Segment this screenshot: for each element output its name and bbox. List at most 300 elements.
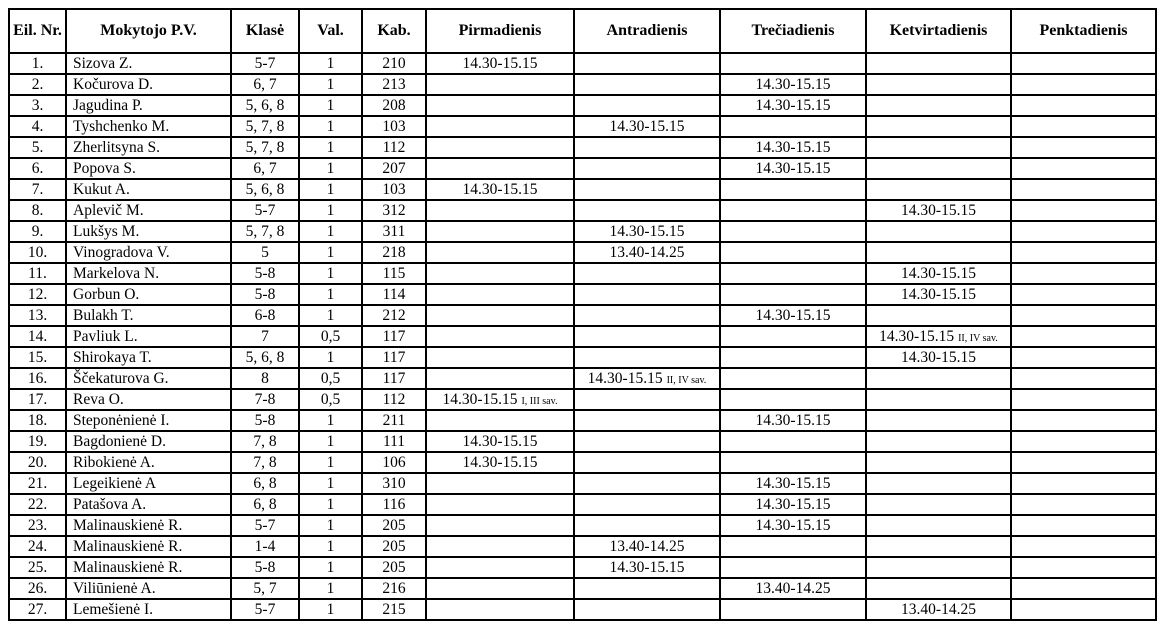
- row-number-cell: 20.: [9, 452, 66, 473]
- schedule-cell-pirmadienis: [426, 494, 574, 515]
- class-cell: 7: [231, 326, 299, 347]
- class-cell: 5-8: [231, 557, 299, 578]
- hours-cell: 1: [299, 557, 362, 578]
- column-header-antradienis: Antradienis: [574, 9, 720, 53]
- teacher-name-cell: Bagdonienė D.: [66, 431, 231, 452]
- schedule-cell-ketvirtadienis: [866, 179, 1011, 200]
- hours-cell: 0,5: [299, 389, 362, 410]
- hours-cell: 1: [299, 95, 362, 116]
- schedule-cell-antradienis: [574, 452, 720, 473]
- room-cell: 216: [362, 578, 426, 599]
- schedule-cell-ketvirtadienis: [866, 431, 1011, 452]
- row-number-cell: 21.: [9, 473, 66, 494]
- table-body: [9, 53, 1156, 620]
- schedule-cell-treciadienis: [720, 557, 866, 578]
- room-cell: 207: [362, 158, 426, 179]
- schedule-cell-ketvirtadienis: [866, 368, 1011, 389]
- schedule-cell-treciadienis: [720, 242, 866, 263]
- schedule-cell-penktadienis: [1011, 557, 1156, 578]
- schedule-cell-treciadienis: [720, 221, 866, 242]
- schedule-cell-penktadienis: [1011, 242, 1156, 263]
- hours-cell: 1: [299, 599, 362, 620]
- schedule-cell-antradienis: [574, 74, 720, 95]
- hours-cell: 1: [299, 158, 362, 179]
- schedule-cell-ketvirtadienis: [866, 137, 1011, 158]
- table-row: [9, 326, 1156, 347]
- schedule-cell-antradienis: [574, 158, 720, 179]
- row-number-cell: 1.: [9, 53, 66, 74]
- class-cell: 5, 7, 8: [231, 137, 299, 158]
- class-cell: 5, 7, 8: [231, 116, 299, 137]
- schedule-cell-ketvirtadienis: [866, 536, 1011, 557]
- schedule-cell-antradienis: [574, 431, 720, 452]
- teacher-name-cell: Kukut A.: [66, 179, 231, 200]
- table-row: [9, 536, 1156, 557]
- schedule-cell-pirmadienis: [426, 221, 574, 242]
- table-row: [9, 116, 1156, 137]
- hours-cell: 0,5: [299, 368, 362, 389]
- class-cell: 5, 7: [231, 578, 299, 599]
- teacher-name-cell: Patašova A.: [66, 494, 231, 515]
- class-cell: 6, 8: [231, 473, 299, 494]
- table-row: [9, 347, 1156, 368]
- schedule-cell-pirmadienis: 14.30-15.15: [426, 452, 574, 473]
- schedule-cell-antradienis: 13.40-14.25: [574, 536, 720, 557]
- table-row: [9, 53, 1156, 74]
- schedule-cell-treciadienis: [720, 263, 866, 284]
- schedule-cell-ketvirtadienis: [866, 494, 1011, 515]
- schedule-cell-treciadienis: [720, 452, 866, 473]
- schedule-cell-treciadienis: 14.30-15.15: [720, 137, 866, 158]
- teacher-name-cell: Ribokienė A.: [66, 452, 231, 473]
- class-cell: 5-8: [231, 410, 299, 431]
- class-cell: 5-7: [231, 53, 299, 74]
- column-header-kab: Kab.: [362, 9, 426, 53]
- schedule-cell-penktadienis: [1011, 221, 1156, 242]
- room-cell: 205: [362, 515, 426, 536]
- schedule-cell-treciadienis: [720, 200, 866, 221]
- table-row: [9, 515, 1156, 536]
- schedule-cell-penktadienis: [1011, 326, 1156, 347]
- room-cell: 208: [362, 95, 426, 116]
- schedule-cell-pirmadienis: [426, 347, 574, 368]
- teacher-name-cell: Lukšys M.: [66, 221, 231, 242]
- schedule-cell-treciadienis: 14.30-15.15: [720, 473, 866, 494]
- schedule-cell-penktadienis: [1011, 410, 1156, 431]
- schedule-cell-treciadienis: 14.30-15.15: [720, 74, 866, 95]
- room-cell: 103: [362, 179, 426, 200]
- schedule-cell-treciadienis: [720, 389, 866, 410]
- schedule-cell-antradienis: [574, 410, 720, 431]
- room-cell: 117: [362, 368, 426, 389]
- schedule-cell-ketvirtadienis: [866, 452, 1011, 473]
- room-cell: 311: [362, 221, 426, 242]
- class-cell: 7, 8: [231, 452, 299, 473]
- schedule-cell-antradienis: [574, 305, 720, 326]
- row-number-cell: 11.: [9, 263, 66, 284]
- schedule-cell-treciadienis: [720, 368, 866, 389]
- teacher-name-cell: Zherlitsyna S.: [66, 137, 231, 158]
- room-cell: 212: [362, 305, 426, 326]
- schedule-cell-pirmadienis: [426, 410, 574, 431]
- schedule-cell-treciadienis: [720, 431, 866, 452]
- schedule-cell-antradienis: 14.30-15.15: [574, 557, 720, 578]
- schedule-cell-pirmadienis: [426, 515, 574, 536]
- row-number-cell: 25.: [9, 557, 66, 578]
- row-number-cell: 6.: [9, 158, 66, 179]
- row-number-cell: 26.: [9, 578, 66, 599]
- table-row: [9, 557, 1156, 578]
- schedule-cell-penktadienis: [1011, 536, 1156, 557]
- row-number-cell: 5.: [9, 137, 66, 158]
- table-row: [9, 221, 1156, 242]
- table-row: [9, 389, 1156, 410]
- hours-cell: 0,5: [299, 326, 362, 347]
- hours-cell: 1: [299, 179, 362, 200]
- schedule-cell-treciadienis: 14.30-15.15: [720, 158, 866, 179]
- class-cell: 6, 7: [231, 74, 299, 95]
- hours-cell: 1: [299, 242, 362, 263]
- schedule-cell-ketvirtadienis: [866, 410, 1011, 431]
- header-row: [9, 9, 1156, 53]
- schedule-cell-pirmadienis: [426, 389, 574, 410]
- row-number-cell: 17.: [9, 389, 66, 410]
- schedule-time: 14.30-15.15: [442, 390, 518, 408]
- hours-cell: 1: [299, 410, 362, 431]
- schedule-cell-pirmadienis: 14.30-15.15: [426, 179, 574, 200]
- schedule-cell-antradienis: [574, 515, 720, 536]
- row-number-cell: 4.: [9, 116, 66, 137]
- schedule-cell-treciadienis: 14.30-15.15: [720, 515, 866, 536]
- row-number-cell: 7.: [9, 179, 66, 200]
- schedule-cell-ketvirtadienis: [866, 515, 1011, 536]
- schedule-cell-antradienis: [574, 95, 720, 116]
- hours-cell: 1: [299, 536, 362, 557]
- schedule-cell-penktadienis: [1011, 431, 1156, 452]
- schedule-cell-pirmadienis: [426, 137, 574, 158]
- column-header-val: Val.: [299, 9, 362, 53]
- schedule-cell-antradienis: [574, 53, 720, 74]
- table-row: [9, 263, 1156, 284]
- schedule-cell-antradienis: 13.40-14.25: [574, 242, 720, 263]
- teacher-name-cell: Pavliuk L.: [66, 326, 231, 347]
- row-number-cell: 18.: [9, 410, 66, 431]
- schedule-cell-treciadienis: [720, 116, 866, 137]
- hours-cell: 1: [299, 473, 362, 494]
- schedule-cell-ketvirtadienis: 14.30-15.15: [866, 347, 1011, 368]
- table-row: [9, 200, 1156, 221]
- row-number-cell: 12.: [9, 284, 66, 305]
- room-cell: 117: [362, 347, 426, 368]
- room-cell: 115: [362, 263, 426, 284]
- row-number-cell: 22.: [9, 494, 66, 515]
- teacher-name-cell: Vinogradova V.: [66, 242, 231, 263]
- room-cell: 112: [362, 389, 426, 410]
- schedule-cell-pirmadienis: [426, 158, 574, 179]
- row-number-cell: 10.: [9, 242, 66, 263]
- table-row: [9, 431, 1156, 452]
- class-cell: 7-8: [231, 389, 299, 410]
- row-number-cell: 8.: [9, 200, 66, 221]
- room-cell: 114: [362, 284, 426, 305]
- row-number-cell: 19.: [9, 431, 66, 452]
- room-cell: 210: [362, 53, 426, 74]
- column-header-klase: Klasė: [231, 9, 299, 53]
- teacher-name-cell: Jagudina P.: [66, 95, 231, 116]
- schedule-cell-pirmadienis: [426, 200, 574, 221]
- schedule-cell-ketvirtadienis: 14.30-15.15: [866, 284, 1011, 305]
- row-number-cell: 15.: [9, 347, 66, 368]
- schedule-cell-penktadienis: [1011, 116, 1156, 137]
- teacher-name-cell: Lemešienė I.: [66, 599, 231, 620]
- teacher-name-cell: Tyshchenko M.: [66, 116, 231, 137]
- teacher-name-cell: Legeikienė A: [66, 473, 231, 494]
- table-row: [9, 578, 1156, 599]
- schedule-cell-pirmadienis: [426, 284, 574, 305]
- schedule-cell-antradienis: [574, 200, 720, 221]
- teacher-name-cell: Bulakh T.: [66, 305, 231, 326]
- schedule-cell-penktadienis: [1011, 305, 1156, 326]
- teacher-name-cell: Viliūnienė A.: [66, 578, 231, 599]
- hours-cell: 1: [299, 74, 362, 95]
- hours-cell: 1: [299, 494, 362, 515]
- hours-cell: 1: [299, 137, 362, 158]
- column-header-penktadienis: Penktadienis: [1011, 9, 1156, 53]
- table-row: [9, 158, 1156, 179]
- class-cell: 5, 6, 8: [231, 95, 299, 116]
- class-cell: 5: [231, 242, 299, 263]
- hours-cell: 1: [299, 347, 362, 368]
- schedule-cell-pirmadienis: [426, 326, 574, 347]
- schedule-cell-ketvirtadienis: [866, 221, 1011, 242]
- schedule-cell-treciadienis: [720, 347, 866, 368]
- teacher-name-cell: Aplevič M.: [66, 200, 231, 221]
- schedule-cell-antradienis: [574, 179, 720, 200]
- table-row: [9, 179, 1156, 200]
- class-cell: 8: [231, 368, 299, 389]
- schedule-cell-antradienis: [574, 389, 720, 410]
- table-row: [9, 368, 1156, 389]
- schedule-cell-penktadienis: [1011, 53, 1156, 74]
- column-header-treciadienis: Trečiadienis: [720, 9, 866, 53]
- row-number-cell: 23.: [9, 515, 66, 536]
- schedule-cell-pirmadienis: [426, 95, 574, 116]
- class-cell: 6, 8: [231, 494, 299, 515]
- room-cell: 218: [362, 242, 426, 263]
- teacher-name-cell: Gorbun O.: [66, 284, 231, 305]
- row-number-cell: 14.: [9, 326, 66, 347]
- hours-cell: 1: [299, 431, 362, 452]
- schedule-cell-penktadienis: [1011, 389, 1156, 410]
- row-number-cell: 9.: [9, 221, 66, 242]
- table-row: [9, 473, 1156, 494]
- row-number-cell: 2.: [9, 74, 66, 95]
- schedule-cell-treciadienis: 14.30-15.15: [720, 494, 866, 515]
- schedule-cell-pirmadienis: 14.30-15.15: [426, 431, 574, 452]
- schedule-cell-ketvirtadienis: [866, 53, 1011, 74]
- schedule-cell-antradienis: [574, 326, 720, 347]
- schedule-cell-pirmadienis: [426, 473, 574, 494]
- class-cell: 5, 7, 8: [231, 221, 299, 242]
- column-header-pirmadienis: Pirmadienis: [426, 9, 574, 53]
- schedule-cell-ketvirtadienis: [866, 74, 1011, 95]
- room-cell: 312: [362, 200, 426, 221]
- schedule-cell-pirmadienis: [426, 116, 574, 137]
- teacher-name-cell: Malinauskienė R.: [66, 536, 231, 557]
- room-cell: 205: [362, 536, 426, 557]
- schedule-cell-penktadienis: [1011, 284, 1156, 305]
- column-header-eil-nr: Eil. Nr.: [9, 9, 66, 53]
- schedule-cell-penktadienis: [1011, 599, 1156, 620]
- schedule-cell-pirmadienis: [426, 578, 574, 599]
- schedule-cell-penktadienis: [1011, 158, 1156, 179]
- schedule-cell-ketvirtadienis: [866, 305, 1011, 326]
- class-cell: 5-7: [231, 200, 299, 221]
- schedule-cell-pirmadienis: 14.30-15.15: [426, 53, 574, 74]
- schedule-cell-pirmadienis: [426, 263, 574, 284]
- teacher-name-cell: Malinauskienė R.: [66, 557, 231, 578]
- room-cell: 213: [362, 74, 426, 95]
- row-number-cell: 24.: [9, 536, 66, 557]
- schedule-cell-ketvirtadienis: [866, 557, 1011, 578]
- hours-cell: 1: [299, 53, 362, 74]
- room-cell: 106: [362, 452, 426, 473]
- teacher-name-cell: Steponėnienė I.: [66, 410, 231, 431]
- room-cell: 116: [362, 494, 426, 515]
- row-number-cell: 16.: [9, 368, 66, 389]
- room-cell: 112: [362, 137, 426, 158]
- schedule-cell-ketvirtadienis: 14.30-15.15: [866, 200, 1011, 221]
- schedule-cell-antradienis: [574, 263, 720, 284]
- column-header-ketvirtadienis: Ketvirtadienis: [866, 9, 1011, 53]
- teacher-name-cell: Markelova N.: [66, 263, 231, 284]
- room-cell: 117: [362, 326, 426, 347]
- class-cell: 6-8: [231, 305, 299, 326]
- schedule-cell-antradienis: [574, 284, 720, 305]
- room-cell: 205: [362, 557, 426, 578]
- schedule-cell-antradienis: [574, 473, 720, 494]
- table-row: [9, 305, 1156, 326]
- hours-cell: 1: [299, 263, 362, 284]
- row-number-cell: 3.: [9, 95, 66, 116]
- schedule-cell-antradienis: [574, 347, 720, 368]
- teacher-name-cell: Ščekaturova G.: [66, 368, 231, 389]
- schedule-time: 14.30-15.15: [879, 327, 955, 345]
- hours-cell: 1: [299, 200, 362, 221]
- class-cell: 5-7: [231, 599, 299, 620]
- table-row: [9, 452, 1156, 473]
- schedule-document: [8, 8, 1157, 621]
- room-cell: 215: [362, 599, 426, 620]
- schedule-cell-penktadienis: [1011, 578, 1156, 599]
- table-row: [9, 242, 1156, 263]
- schedule-cell-ketvirtadienis: [866, 158, 1011, 179]
- schedule-note: II, IV sav.: [958, 332, 998, 344]
- schedule-cell-pirmadienis: [426, 599, 574, 620]
- schedule-cell-pirmadienis: [426, 557, 574, 578]
- column-header-mokytojo-pv: Mokytojo P.V.: [66, 9, 231, 53]
- hours-cell: 1: [299, 305, 362, 326]
- table-row: [9, 74, 1156, 95]
- schedule-cell-penktadienis: [1011, 494, 1156, 515]
- schedule-cell-treciadienis: 14.30-15.15: [720, 305, 866, 326]
- schedule-cell-ketvirtadienis: [866, 578, 1011, 599]
- teacher-name-cell: Malinauskienė R.: [66, 515, 231, 536]
- schedule-cell-treciadienis: 14.30-15.15: [720, 410, 866, 431]
- schedule-cell-treciadienis: [720, 536, 866, 557]
- room-cell: 111: [362, 431, 426, 452]
- table-row: [9, 410, 1156, 431]
- table-row: [9, 284, 1156, 305]
- schedule-cell-penktadienis: [1011, 347, 1156, 368]
- schedule-cell-antradienis: 14.30-15.15: [574, 221, 720, 242]
- class-cell: 5, 6, 8: [231, 347, 299, 368]
- schedule-cell-antradienis: 14.30-15.15: [574, 116, 720, 137]
- schedule-cell-penktadienis: [1011, 74, 1156, 95]
- row-number-cell: 27.: [9, 599, 66, 620]
- hours-cell: 1: [299, 116, 362, 137]
- schedule-cell-pirmadienis: [426, 305, 574, 326]
- schedule-cell-treciadienis: [720, 599, 866, 620]
- schedule-cell-treciadienis: [720, 326, 866, 347]
- schedule-note: I, III sav.: [521, 395, 558, 407]
- schedule-cell-treciadienis: 14.30-15.15: [720, 95, 866, 116]
- schedule-cell-antradienis: [574, 137, 720, 158]
- table-row: [9, 494, 1156, 515]
- schedule-cell-ketvirtadienis: 14.30-15.15: [866, 263, 1011, 284]
- class-cell: 5-7: [231, 515, 299, 536]
- schedule-cell-pirmadienis: [426, 74, 574, 95]
- schedule-cell-pirmadienis: [426, 368, 574, 389]
- class-cell: 7, 8: [231, 431, 299, 452]
- hours-cell: 1: [299, 284, 362, 305]
- schedule-cell-treciadienis: [720, 284, 866, 305]
- schedule-cell-antradienis: [574, 578, 720, 599]
- teacher-name-cell: Kočurova D.: [66, 74, 231, 95]
- schedule-cell-ketvirtadienis: [866, 95, 1011, 116]
- schedule-cell-ketvirtadienis: [866, 116, 1011, 137]
- schedule-cell-treciadienis: [720, 179, 866, 200]
- hours-cell: 1: [299, 452, 362, 473]
- table-row: [9, 95, 1156, 116]
- room-cell: 211: [362, 410, 426, 431]
- schedule-cell-ketvirtadienis: [866, 326, 1011, 347]
- teacher-name-cell: Shirokaya T.: [66, 347, 231, 368]
- table-row: [9, 599, 1156, 620]
- row-number-cell: 13.: [9, 305, 66, 326]
- consultation-schedule-table: [8, 8, 1157, 621]
- class-cell: 5-8: [231, 263, 299, 284]
- schedule-cell-antradienis: [574, 494, 720, 515]
- teacher-name-cell: Sizova Z.: [66, 53, 231, 74]
- room-cell: 103: [362, 116, 426, 137]
- schedule-cell-ketvirtadienis: 13.40-14.25: [866, 599, 1011, 620]
- class-cell: 6, 7: [231, 158, 299, 179]
- schedule-cell-penktadienis: [1011, 200, 1156, 221]
- schedule-cell-antradienis: [574, 599, 720, 620]
- schedule-cell-penktadienis: [1011, 263, 1156, 284]
- schedule-cell-penktadienis: [1011, 179, 1156, 200]
- teacher-name-cell: Reva O.: [66, 389, 231, 410]
- schedule-cell-penktadienis: [1011, 137, 1156, 158]
- class-cell: 5, 6, 8: [231, 179, 299, 200]
- schedule-cell-ketvirtadienis: [866, 389, 1011, 410]
- schedule-cell-penktadienis: [1011, 473, 1156, 494]
- schedule-cell-ketvirtadienis: [866, 473, 1011, 494]
- schedule-cell-pirmadienis: [426, 242, 574, 263]
- table-row: [9, 137, 1156, 158]
- schedule-cell-penktadienis: [1011, 368, 1156, 389]
